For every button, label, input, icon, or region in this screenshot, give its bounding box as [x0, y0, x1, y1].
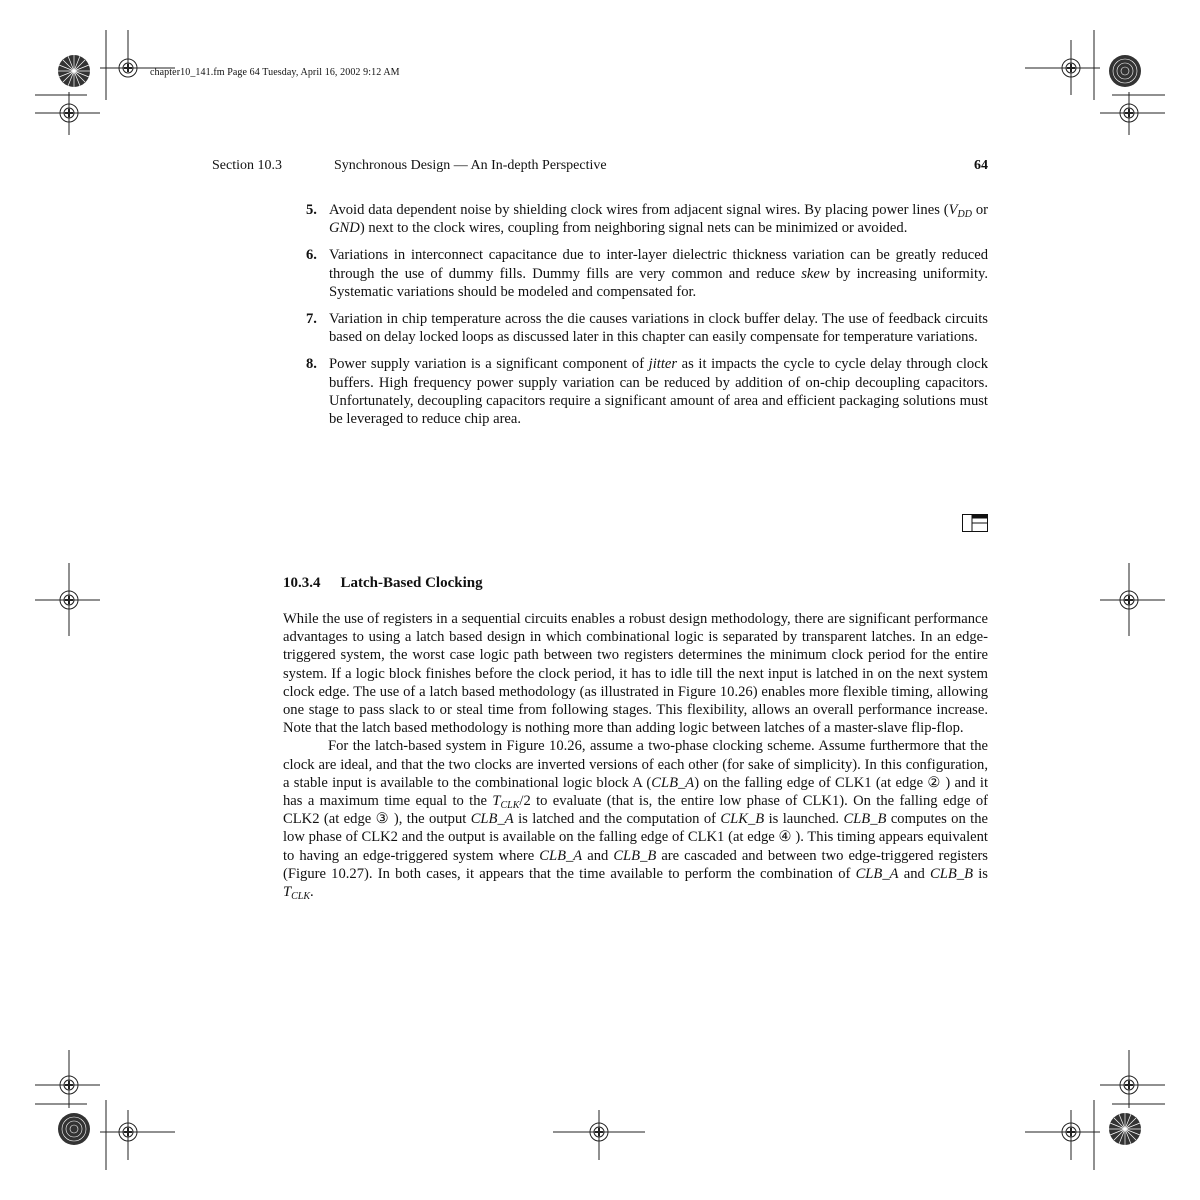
math-symbol: CLB_A: [470, 811, 514, 828]
math-symbol: CLB_B: [930, 865, 974, 882]
text-run: is latched and the computation of: [513, 811, 721, 828]
math-symbol: CLB_A: [539, 847, 583, 864]
math-symbol: CLB_B: [843, 811, 887, 828]
text-run: .: [310, 884, 314, 901]
list-item: [300, 246, 988, 301]
math-subscript: CLK: [291, 891, 311, 903]
print-slug: chapter10_141.fm Page 64 Tuesday, April 16, 2002 9:12 AM: [150, 67, 400, 78]
list-item-text: ) next to the clock wires, coupling from neighboring signal nets can be minimized or avoided.: [359, 220, 908, 237]
list-item: [300, 355, 988, 428]
numbered-list: [300, 201, 988, 437]
text-run: computes on the low phase of CLK2 and the output is available on the falling edge of CLK1 (at edge ④ ). This timing appears equivalent to having an edge-triggered system where: [283, 811, 988, 864]
text-run: and: [898, 865, 931, 882]
list-item-text: Power supply variation is a significant component of: [329, 356, 649, 373]
running-head-section: Section 10.3: [212, 158, 282, 173]
math-symbol: T: [492, 793, 501, 810]
end-of-section-icon: [962, 514, 988, 532]
section-title: Latch-Based Clocking: [340, 575, 483, 591]
list-item: [300, 310, 988, 346]
text-run: ) on the falling edge of CLK1 (at edge ② ) and it has a maximum time equal to the: [283, 774, 989, 810]
math-symbol: V: [948, 202, 958, 218]
list-item-text: Avoid data dependent noise by shielding clock wires from adjacent signal wires. By placing power lines (: [329, 202, 949, 218]
text-run: /2 to evaluate (that is, the entire low phase of CLK1). On the falling edge of CLK2 (at edge ③ ), the output: [283, 793, 989, 828]
math-symbol: CLB_A: [855, 865, 899, 882]
list-item-text: Variation in chip temperature across the die causes variations in clock buffer delay. The use of feedback circuits based on delay locked loops as discussed later in this chapter can easily compensate for temperature variations.: [329, 311, 988, 346]
list-item-text: Variations in interconnect capacitance due to inter-layer dielectric thickness variation can be greatly reduced through the use of dummy fills. Dummy fills are very common and reduce: [329, 247, 988, 282]
list-item-text: or: [971, 202, 988, 218]
math-symbol: CLB_A: [651, 774, 695, 791]
paragraph: [283, 737, 988, 901]
math-symbol: CLK_B: [720, 811, 765, 828]
emphasis: skew: [801, 265, 830, 282]
list-item-number: 8.: [306, 356, 317, 373]
text-run: and: [582, 847, 614, 864]
list-item-text: as it impacts the cycle to cycle delay through clock buffers. High frequency power supply variation can be reduced by addition of on-chip decoupling capacitors. Unfortunately, decoupling capacitors require a significant amount of area and efficient packaging solutions must be leveraged to reduce chip area.: [329, 356, 988, 428]
math-symbol: T: [283, 884, 292, 901]
paragraph: While the use of registers in a sequential circuits enables a robust design methodology, there are significant performance advantages to using a latch based design in which combinational logic is separated by transparent latches. In an edge-triggered system, the worst case logic path between two registers determines the minimum clock period for the entire system. If a logic block finishes before the clock period, it has to idle till the next input is latched in on the next system clock edge. The use of a latch based methodology (as illustrated in Figure 10.26) enables more flexible timing, allowing one stage to pass slack to or steal time from following stages. This flexibility, allows an overall performance increase. Note that the latch based methodology is nothing more than adding logic between latches of a master-slave flip-flop.: [283, 611, 988, 737]
text-run: is launched.: [764, 811, 844, 828]
text-run: is: [973, 865, 988, 882]
running-head-title: Synchronous Design — An In-depth Perspective: [334, 158, 607, 173]
list-item: [300, 201, 988, 237]
math-symbol: CLB_B: [613, 847, 657, 864]
list-item-number: 6.: [306, 247, 317, 264]
list-item-text: by increasing uniformity. Systematic variations should be modeled and compensated for.: [329, 265, 988, 300]
body-text: [283, 610, 988, 901]
section-heading: [283, 575, 483, 592]
running-head: [212, 158, 988, 178]
math-symbol: GND: [329, 220, 360, 237]
list-item-number: 7.: [306, 311, 317, 328]
math-subscript: CLK: [500, 800, 520, 812]
text-run: For the latch-based system in Figure 10.26, assume a two-phase clocking scheme. Assume furthermore that the clock are ideal, and that the two clocks are inverted versions of each other (for sake of simplicity). In this configuration, a stable input is available to the combinational logic block A (: [283, 738, 988, 791]
math-subscript: DD: [957, 209, 972, 220]
page-number: 64: [974, 158, 988, 173]
emphasis: jitter: [648, 356, 678, 373]
list-item-number: 5.: [306, 202, 317, 218]
section-number: 10.3.4: [283, 575, 321, 591]
text-run: are cascaded and between two edge-triggered registers (Figure 10.27). In both cases, it appears that the time available to perform the combination of: [283, 847, 988, 882]
